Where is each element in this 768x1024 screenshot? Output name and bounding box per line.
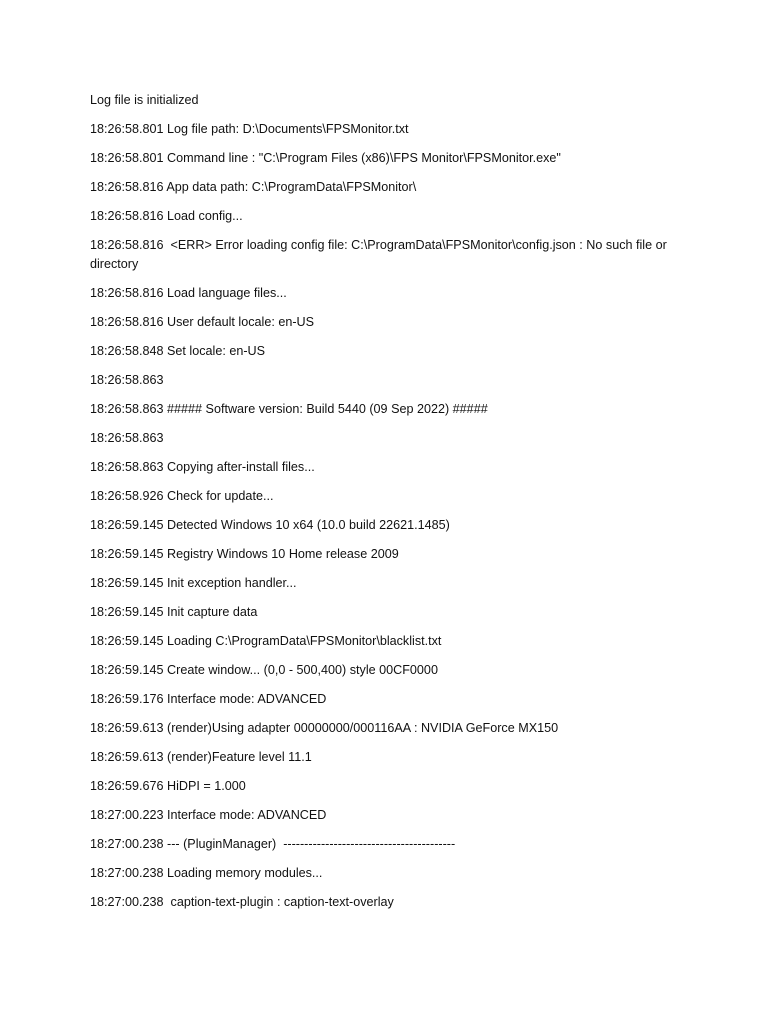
- log-line: 18:26:59.613 (render)Using adapter 00000000/000116AA : NVIDIA GeForce MX150: [90, 721, 559, 735]
- log-line: 18:26:59.145 Create window... (0,0 - 500,400) style 00CF0000: [90, 663, 438, 677]
- log-line: 18:26:58.816 Load language files...: [90, 286, 287, 300]
- log-line: 18:26:59.145 Loading C:\ProgramData\FPSMonitor\blacklist.txt: [90, 634, 442, 648]
- log-line: 18:27:00.238 --- (PluginManager) -----------------------------------------: [90, 837, 456, 851]
- log-line: 18:26:59.613 (render)Feature level 11.1: [90, 750, 312, 764]
- log-line: 18:26:58.801 Log file path: D:\Documents\FPSMonitor.txt: [90, 122, 409, 136]
- log-line: 18:27:00.223 Interface mode: ADVANCED: [90, 808, 327, 822]
- log-line: 18:26:59.676 HiDPI = 1.000: [90, 779, 246, 793]
- log-line: 18:26:59.145 Detected Windows 10 x64 (10.0 build 22621.1485): [90, 518, 450, 532]
- log-line: 18:27:00.238 caption-text-plugin : caption-text-overlay: [90, 895, 394, 909]
- log-line: 18:26:58.863: [90, 431, 164, 445]
- log-line: 18:27:00.238 Loading memory modules...: [90, 866, 323, 880]
- log-line: 18:26:58.863 Copying after-install files...: [90, 460, 315, 474]
- log-line: 18:26:59.145 Init exception handler...: [90, 576, 297, 590]
- log-line: 18:26:58.926 Check for update...: [90, 489, 274, 503]
- log-line: 18:26:58.801 Command line : "C:\Program Files (x86)\FPS Monitor\FPSMonitor.exe": [90, 151, 561, 165]
- log-line: 18:26:58.816 App data path: C:\ProgramData\FPSMonitor\: [90, 180, 417, 194]
- log-line: Log file is initialized: [90, 93, 199, 107]
- log-line: 18:26:58.863 ##### Software version: Build 5440 (09 Sep 2022) #####: [90, 402, 488, 416]
- log-line: 18:26:59.145 Init capture data: [90, 605, 258, 619]
- log-text: [90, 91, 690, 922]
- log-line-error: 18:26:58.816 <ERR> Error loading config file: C:\ProgramData\FPSMonitor\config.json : No such file or directory: [90, 238, 671, 271]
- log-line: 18:26:58.816 Load config...: [90, 209, 243, 223]
- log-line: 18:26:58.848 Set locale: en-US: [90, 344, 266, 358]
- log-line: 18:26:59.176 Interface mode: ADVANCED: [90, 692, 327, 706]
- log-line: 18:26:59.145 Registry Windows 10 Home release 2009: [90, 547, 399, 561]
- log-line: 18:26:58.863: [90, 373, 164, 387]
- log-line: 18:26:58.816 User default locale: en-US: [90, 315, 315, 329]
